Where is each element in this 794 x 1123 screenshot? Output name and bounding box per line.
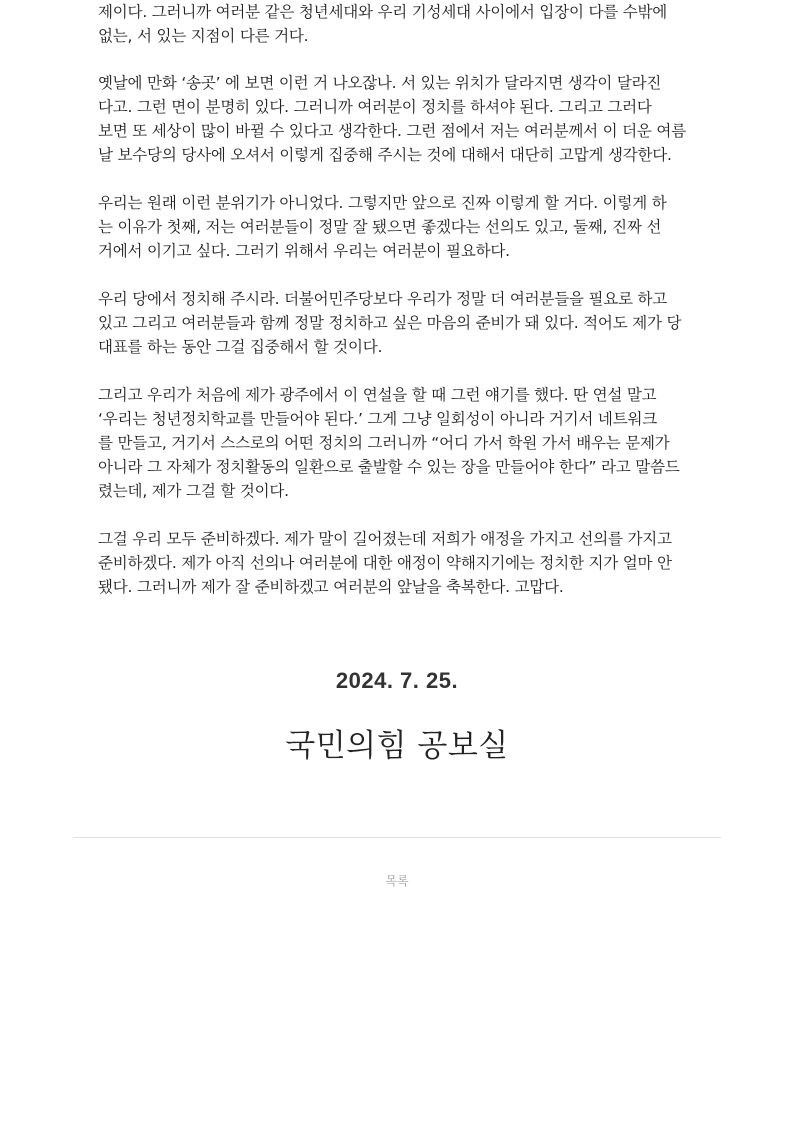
article-paragraph: 제이다. 그러니까 여러분 같은 청년세대와 우리 기성세대 사이에서 입장이 다를 수밖에 없는, 서 있는 지점이 다른 거다.	[98, 3, 668, 45]
release-date: 2024. 7. 25.	[335, 668, 459, 693]
article-paragraph: 우리는 원래 이런 분위기가 아니었다. 그렇지만 앞으로 진짜 이렇게 할 거다. 이렇게 하 는 이유가 첫째, 저는 여러분들이 정말 잘 됐으면 좋겠다는 선의도 있고, 둘째, 진짜 선 거에서 이기고 싶다. 그러기 위해서 우리는 여러분이 필요하다.	[98, 194, 667, 260]
footer-divider	[73, 837, 721, 838]
article-paragraph: 그리고 우리가 처음에 제가 광주에서 이 연설을 할 때 그런 얘기를 했다. 딴 연설 말고 ‘우리는 청년정치학교를 만들어야 된다.’ 그게 그냥 일회성이 아니라 거기서 네트워크 를 만들고, 거기서 스스로의 어떤 정치의 그러니까 “어디 가서 학원 가서 배우는 문제가 아니라 그 자체가 정치활동의 일환으로 출발할 수 있는 장을 만들어야 한다” 라고 말씀드 렸는데, 제가 그걸 할 것이다.	[98, 386, 680, 500]
article-paragraph: 옛날에 만화 ‘송곳’ 에 보면 이런 거 나오잖나. 서 있는 위치가 달라지면 생각이 달라진 다고. 그런 면이 분명히 있다. 그러니까 여러분이 정치를 하셔야 된다. 그리고 그러다 보면 또 세상이 많이 바뀔 수 있다고 생각한다. 그런 점에서 저는 여러분께서 이 더운 여름 날 보수당의 당사에 오셔서 이렇게 집중해 주시는 것에 대해서 대단히 고맙게 생각한다.	[98, 74, 686, 164]
article-paragraph: 우리 당에서 정치해 주시라. 더불어민주당보다 우리가 정말 더 여러분들을 필요로 하고 있고 그리고 여러분들과 함께 정말 정치하고 싶은 마음의 준비가 돼 있다. 적어도 제가 당 대표를 하는 동안 그걸 집중해서 할 것이다.	[98, 290, 682, 356]
article-paragraph: 그걸 우리 모두 준비하겠다. 제가 말이 길어졌는데 저희가 애정을 가지고 선의를 가지고 준비하겠다. 제가 아직 선의나 여러분에 대한 애정이 약해지기에는 정치한 지가 얼마 안 됐다. 그러니까 제가 잘 준비하겠고 여러분의 앞날을 축복한다. 고맙다.	[98, 530, 672, 596]
release-organization: 국민의힘 공보실	[285, 728, 509, 764]
back-to-list-link[interactable]: 목록	[385, 874, 409, 888]
